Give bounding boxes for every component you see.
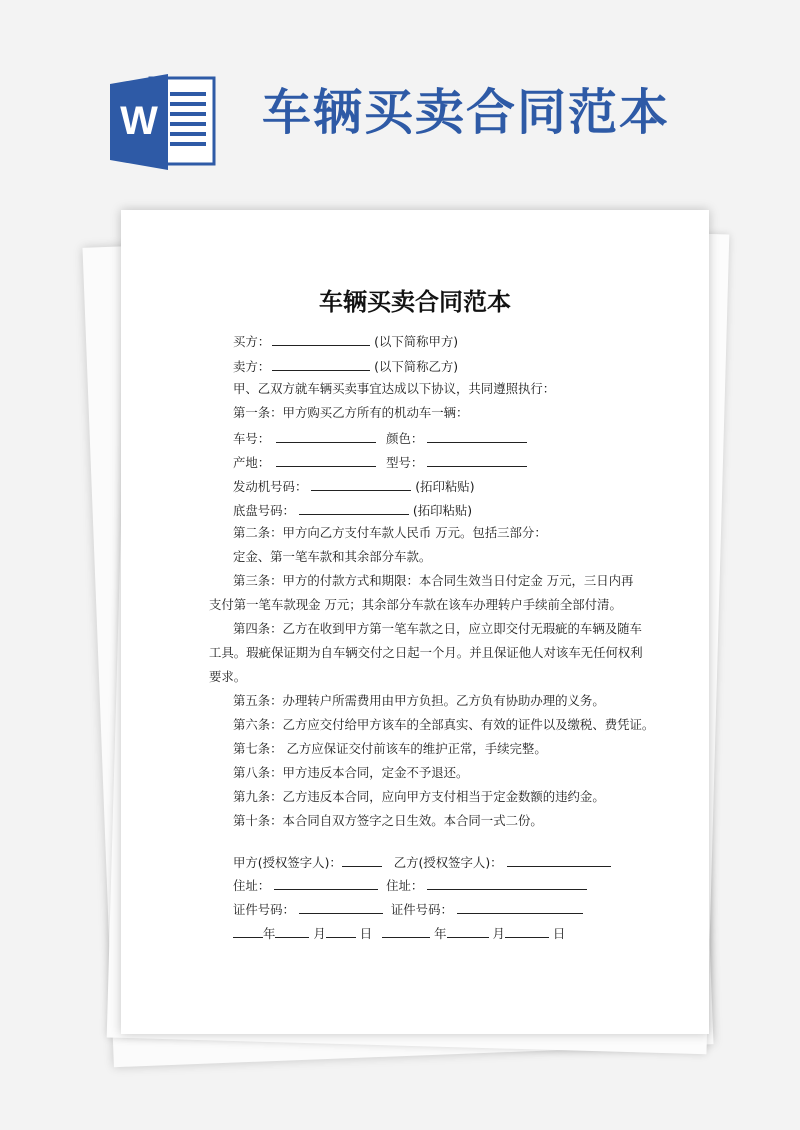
plate-color-line: [233, 431, 527, 445]
buyer-note: (以下简称甲方): [374, 334, 459, 349]
origin-blank: [276, 455, 376, 467]
party-b-address-blank: [427, 878, 587, 890]
party-b-signature-blank: [507, 855, 611, 867]
article-5: 第五条：办理转户所需费用由甲方负担。乙方负有协助办理的义务。: [233, 693, 605, 708]
party-b-id-label: 证件号码：: [390, 902, 453, 917]
buyer-label: 买方：: [233, 334, 271, 349]
model-blank: [427, 455, 527, 467]
party-a-address-label: 住址：: [233, 878, 271, 893]
article-7: 第七条： 乙方应保证交付前该车的维护正常，手续完整。: [233, 741, 547, 756]
seller-line: [233, 359, 458, 373]
color-blank: [427, 431, 527, 443]
article-4-line-1: 第四条：乙方在收到甲方第一笔车款之日，应立即交付无瑕疵的车辆及随车: [233, 621, 642, 636]
party-b-month: 月: [492, 926, 505, 941]
article-8: 第八条：甲方违反本合同，定金不予退还。: [233, 765, 469, 780]
document-title: 车辆买卖合同范本: [319, 288, 511, 316]
article-2-line-1: 第二条：甲方向乙方支付车款人民币 万元。包括三部分：: [233, 525, 547, 540]
chassis-note: (拓印粘贴): [412, 503, 473, 518]
model-label: 型号：: [386, 455, 424, 470]
intro-line: 甲、乙双方就车辆买卖事宜达成以下协议，共同遵照执行：: [233, 381, 556, 396]
party-a-address-blank: [274, 878, 378, 890]
plate-label: 车号：: [233, 431, 271, 446]
party-b-day-blank: [505, 926, 549, 938]
page-title: 车辆买卖合同范本: [262, 84, 671, 141]
article-2-line-2: 定金、第一笔车款和其余部分车款。: [233, 549, 432, 564]
article-3-line-2: 支付第一笔车款现金 万元；其余部分车款在该车办理转户手续前全部付清。: [209, 597, 622, 612]
seller-blank: [272, 359, 370, 371]
party-b-year-blank: [382, 926, 430, 938]
word-icon-letter: W: [120, 99, 158, 143]
article-6: 第六条：乙方应交付给甲方该车的全部真实、有效的证件以及缴税、费凭证。: [233, 717, 655, 732]
article-10: 第十条：本合同自双方签字之日生效。本合同一式二份。: [233, 813, 543, 828]
engine-note: (拓印粘贴): [415, 479, 475, 494]
engine-blank: [311, 479, 411, 491]
article-4-line-3: 要求。: [209, 669, 247, 684]
party-b-address-label: 住址：: [386, 878, 424, 893]
origin-model-line: [233, 455, 527, 469]
id-number-line: [233, 902, 583, 916]
color-label: 颜色：: [386, 431, 424, 446]
buyer-blank: [272, 334, 370, 346]
party-b-id-blank: [457, 902, 583, 914]
seller-label: 卖方：: [233, 359, 271, 374]
engine-label: 发动机号码：: [233, 479, 308, 494]
party-b-month-blank: [447, 926, 489, 938]
buyer-line: [233, 334, 458, 348]
signature-line: [233, 855, 611, 869]
party-a-day-blank: [326, 926, 356, 938]
party-a-month: 月: [313, 926, 326, 941]
party-a-year: 年: [263, 926, 276, 941]
article-4-line-2: 工具。瑕疵保证期为自车辆交付之日起一个月。并且保证他人对该车无任何权利: [209, 645, 643, 660]
party-a-year-blank: [233, 926, 263, 938]
party-a-id-blank: [299, 902, 383, 914]
party-a-day: 日: [359, 926, 373, 941]
plate-blank: [276, 431, 376, 443]
article-9: 第九条：乙方违反本合同，应向甲方支付相当于定金数额的违约金。: [233, 789, 605, 804]
address-line: [233, 878, 587, 892]
party-a-signature-label: 甲方(授权签字人)：: [233, 855, 342, 870]
seller-note: (以下简称乙方): [374, 359, 459, 374]
chassis-label: 底盘号码：: [233, 503, 295, 518]
engine-line: [233, 479, 475, 493]
party-a-id-label: 证件号码：: [233, 902, 295, 917]
party-b-day: 日: [552, 926, 566, 941]
party-b-signature-label: 乙方(授权签字人)：: [393, 855, 503, 870]
origin-label: 产地：: [233, 455, 271, 470]
chassis-blank: [299, 503, 409, 515]
date-line: [233, 926, 565, 940]
party-a-signature-blank: [342, 855, 382, 867]
article-3-line-1: 第三条：甲方的付款方式和期限：本合同生效当日付定金 万元，三日内再: [233, 573, 634, 588]
word-document-icon: [110, 74, 218, 170]
chassis-line: [233, 503, 472, 517]
article-1: 第一条：甲方购买乙方所有的机动车一辆：: [233, 405, 469, 420]
party-a-month-blank: [275, 926, 309, 938]
party-b-year: 年: [434, 926, 447, 941]
